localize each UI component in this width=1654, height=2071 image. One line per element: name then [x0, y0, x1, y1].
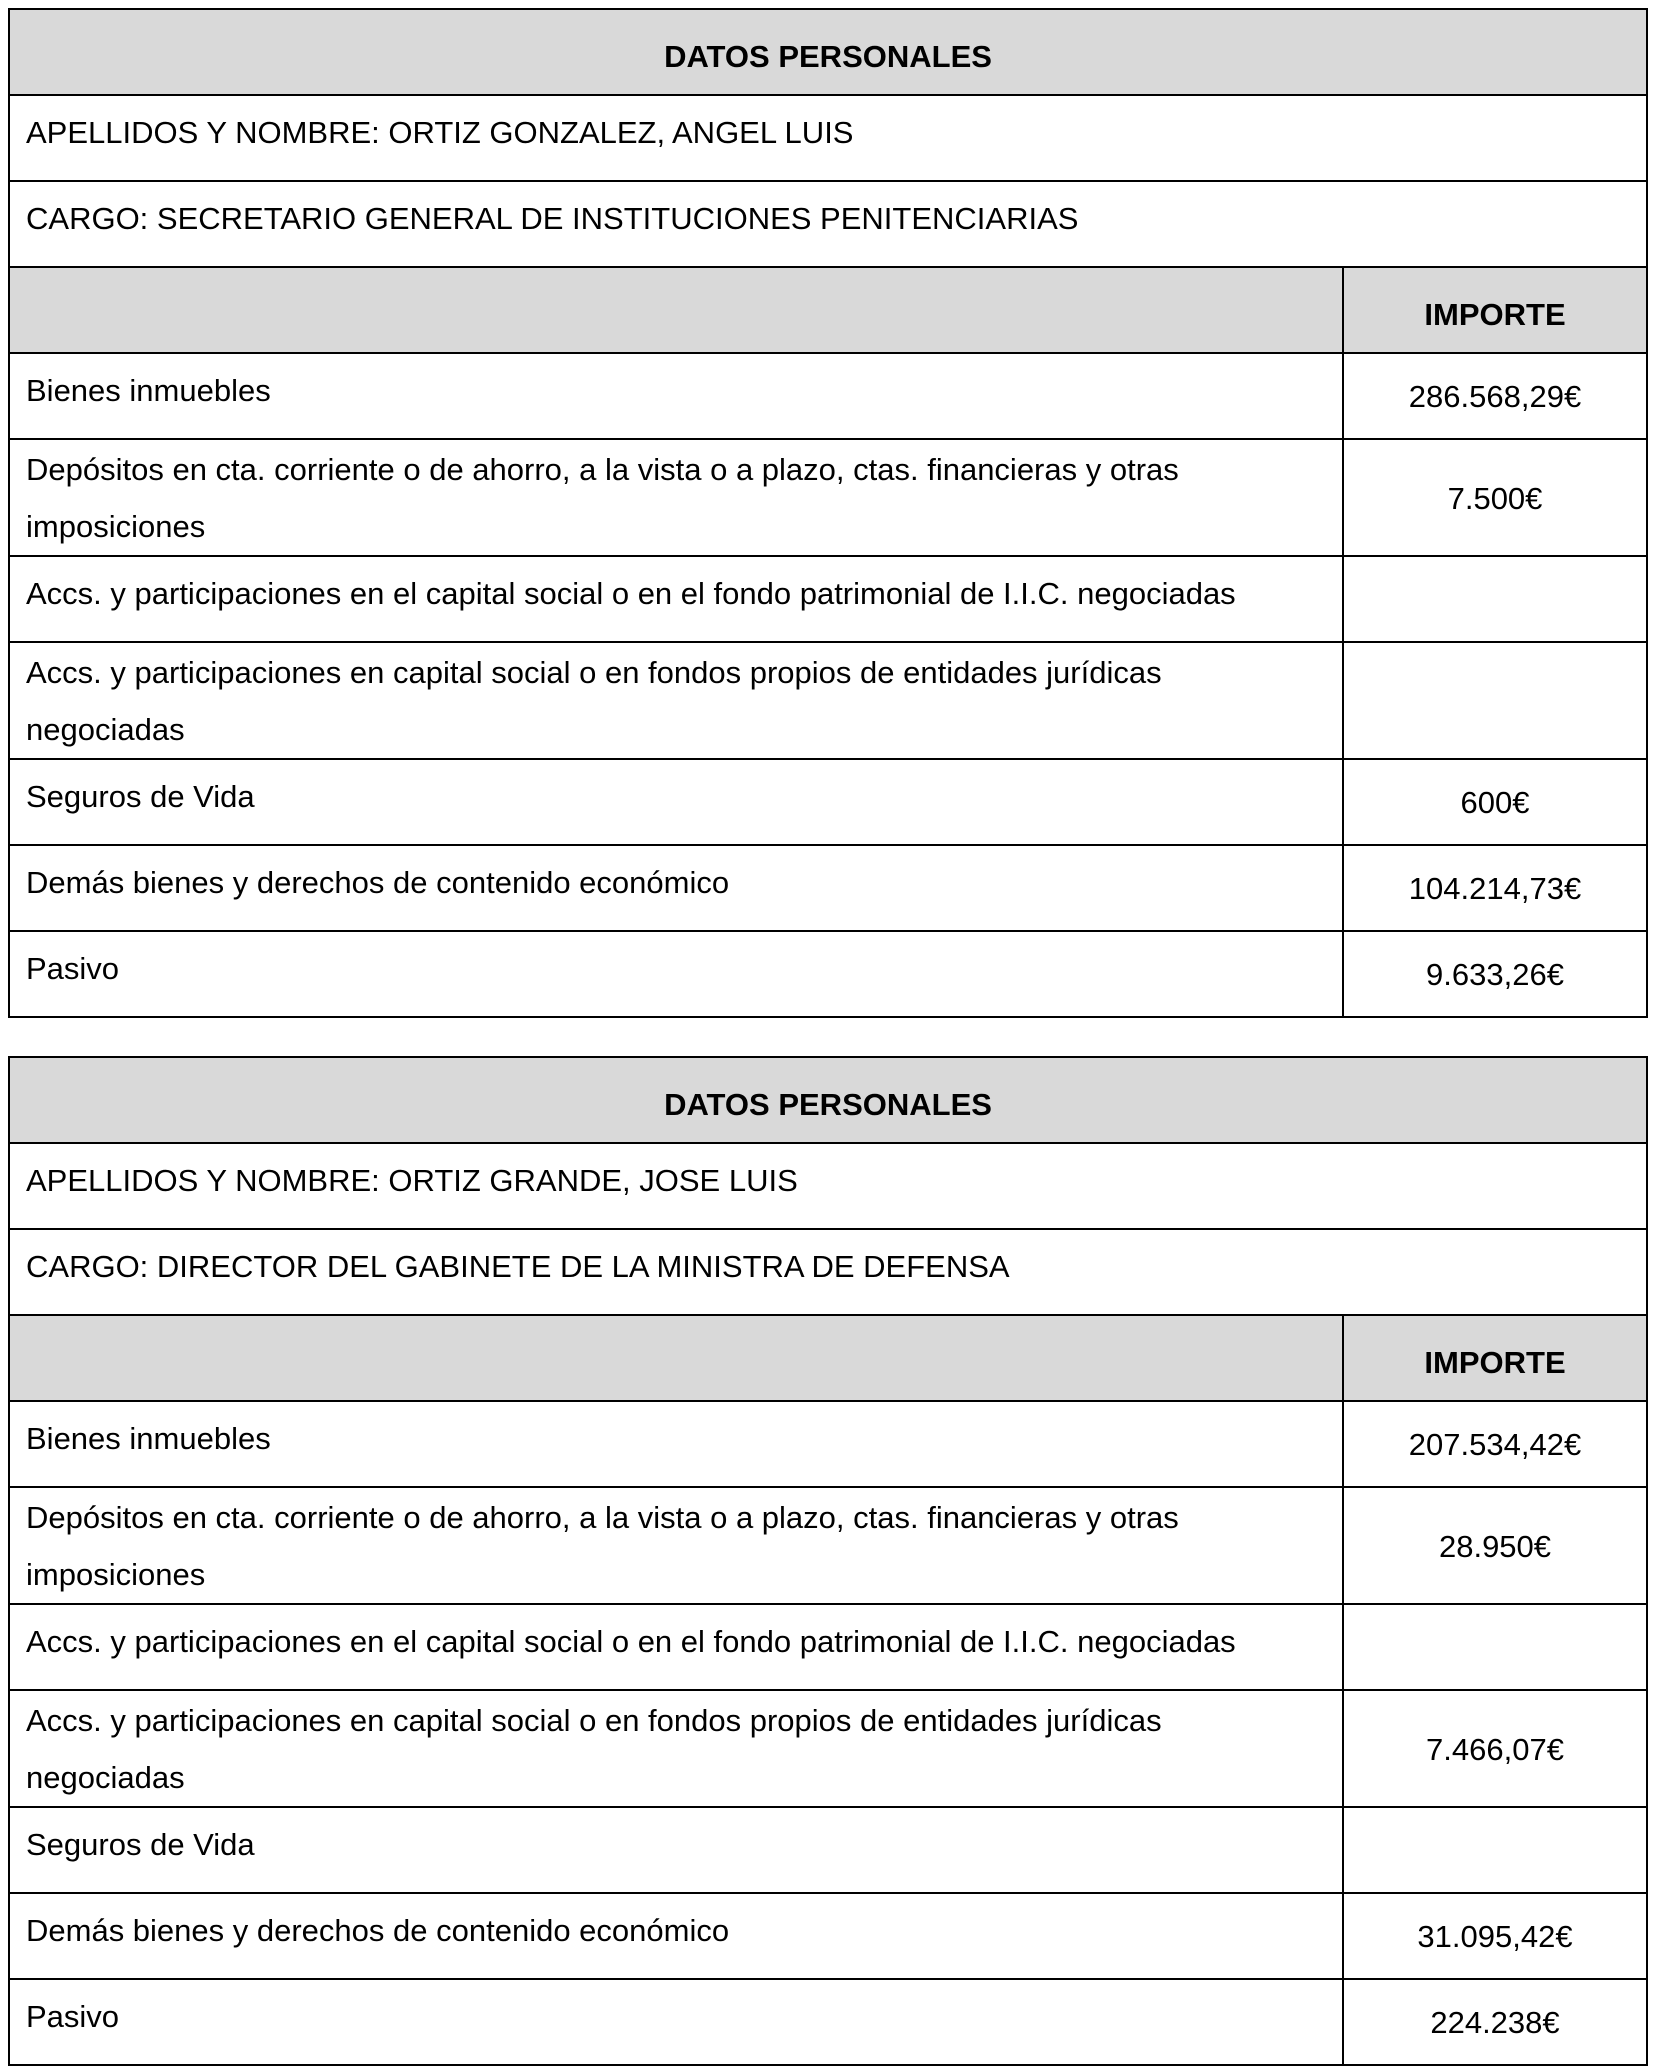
row-amount: 28.950€ [1343, 1487, 1647, 1604]
table-row [9, 1807, 1647, 1893]
row-label: Accs. y participaciones en el capital social o en el fondo patrimonial de I.I.C. negociadas [9, 556, 1343, 642]
row-amount: 104.214,73€ [1343, 845, 1647, 931]
row-amount [1343, 642, 1647, 759]
amount-column-header: IMPORTE [1343, 1315, 1647, 1401]
table-row [9, 845, 1647, 931]
row-label: Seguros de Vida [9, 1807, 1343, 1893]
label-header-cell [9, 267, 1343, 353]
table-row [9, 642, 1647, 759]
row-label: Depósitos en cta. corriente o de ahorro, a la vista o a plazo, ctas. financieras y otras imposiciones [9, 439, 1343, 556]
table-row [9, 931, 1647, 1017]
table-row [9, 353, 1647, 439]
name-line: APELLIDOS Y NOMBRE: ORTIZ GONZALEZ, ANGEL LUIS [9, 95, 1647, 181]
row-label: Accs. y participaciones en capital social o en fondos propios de entidades jurídicas negociadas [9, 642, 1343, 759]
row-label: Depósitos en cta. corriente o de ahorro, a la vista o a plazo, ctas. financieras y otras imposiciones [9, 1487, 1343, 1604]
asset-declaration-table [8, 1056, 1648, 2066]
table-row [9, 759, 1647, 845]
row-label: Pasivo [9, 931, 1343, 1017]
row-label: Accs. y participaciones en capital social o en fondos propios de entidades jurídicas negociadas [9, 1690, 1343, 1807]
row-label: Accs. y participaciones en el capital social o en el fondo patrimonial de I.I.C. negociadas [9, 1604, 1343, 1690]
table-row [9, 1690, 1647, 1807]
row-amount [1343, 1604, 1647, 1690]
table-row [9, 556, 1647, 642]
row-label: Bienes inmuebles [9, 1401, 1343, 1487]
cargo-line: CARGO: DIRECTOR DEL GABINETE DE LA MINISTRA DE DEFENSA [9, 1229, 1647, 1315]
table-row [9, 1604, 1647, 1690]
row-amount: 9.633,26€ [1343, 931, 1647, 1017]
row-label: Seguros de Vida [9, 759, 1343, 845]
amount-column-header: IMPORTE [1343, 267, 1647, 353]
table-row [9, 439, 1647, 556]
table-row [9, 1487, 1647, 1604]
label-header-cell [9, 1315, 1343, 1401]
table-row [9, 1401, 1647, 1487]
row-amount: 7.500€ [1343, 439, 1647, 556]
row-amount: 7.466,07€ [1343, 1690, 1647, 1807]
asset-declaration-table [8, 8, 1648, 1018]
row-amount: 286.568,29€ [1343, 353, 1647, 439]
row-label: Demás bienes y derechos de contenido económico [9, 845, 1343, 931]
cargo-line: CARGO: SECRETARIO GENERAL DE INSTITUCIONES PENITENCIARIAS [9, 181, 1647, 267]
row-label: Bienes inmuebles [9, 353, 1343, 439]
row-label: Demás bienes y derechos de contenido económico [9, 1893, 1343, 1979]
row-amount: 31.095,42€ [1343, 1893, 1647, 1979]
section-header: DATOS PERSONALES [9, 9, 1647, 95]
table-row [9, 1893, 1647, 1979]
section-header: DATOS PERSONALES [9, 1057, 1647, 1143]
row-amount: 224.238€ [1343, 1979, 1647, 2065]
table-row [9, 1979, 1647, 2065]
row-amount [1343, 1807, 1647, 1893]
name-line: APELLIDOS Y NOMBRE: ORTIZ GRANDE, JOSE LUIS [9, 1143, 1647, 1229]
row-amount: 207.534,42€ [1343, 1401, 1647, 1487]
row-label: Pasivo [9, 1979, 1343, 2065]
row-amount [1343, 556, 1647, 642]
row-amount: 600€ [1343, 759, 1647, 845]
